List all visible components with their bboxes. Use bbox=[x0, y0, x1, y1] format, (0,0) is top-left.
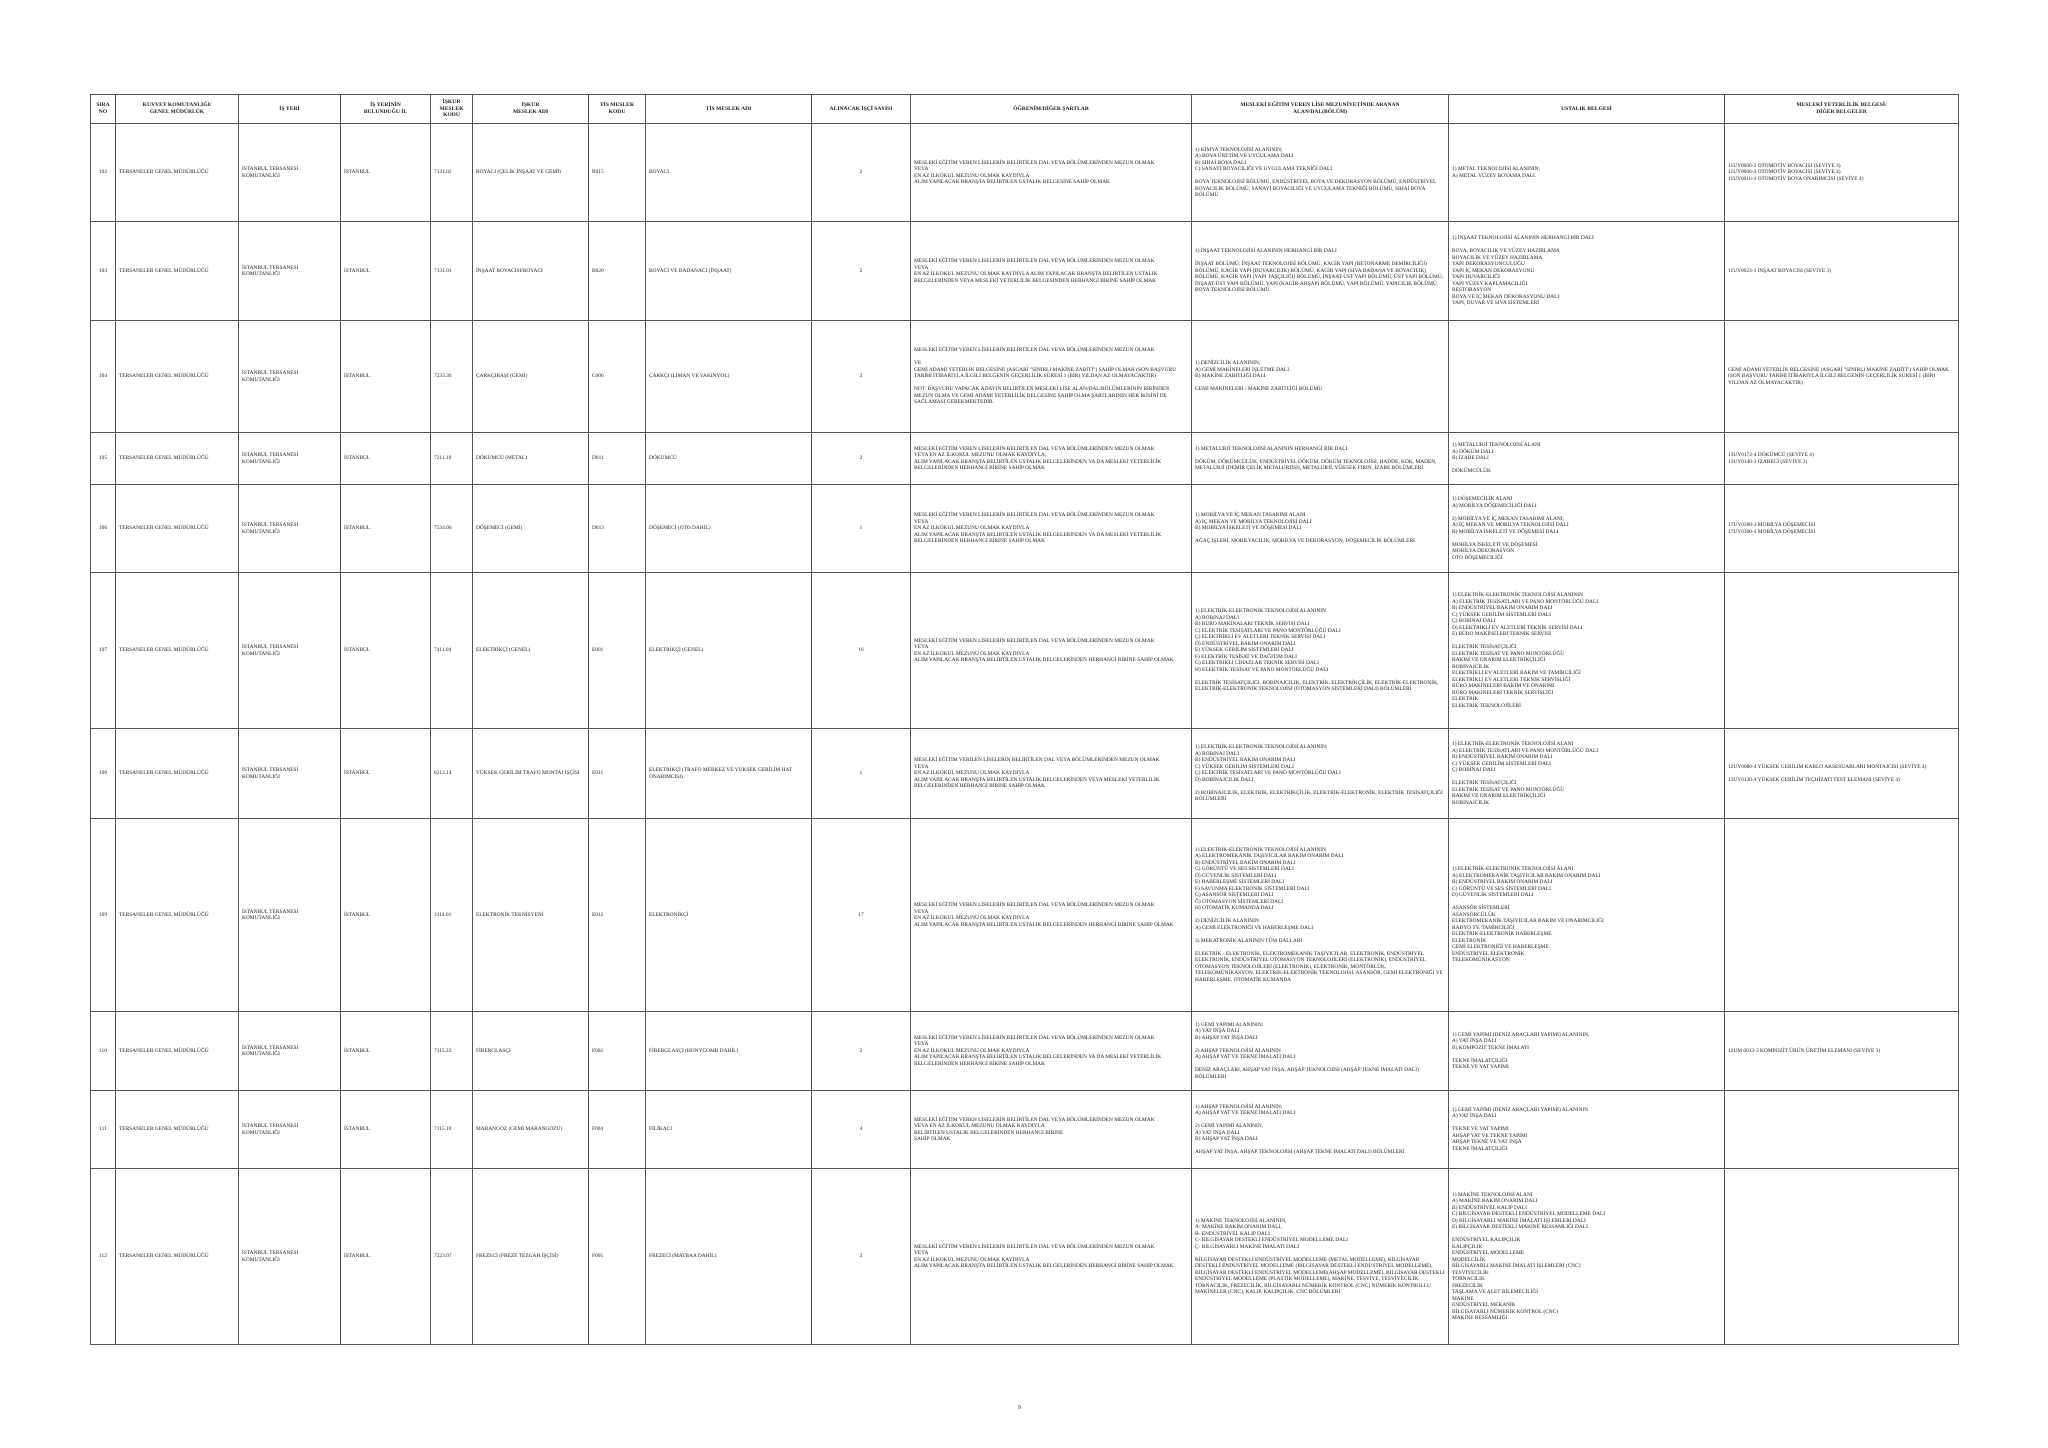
cell-education: MESLEKİ EĞİTİM VEREN LİSELERİN BELİRTİLEN DAL VEYA BÖLÜMLERİNDEN MEZUN OLMAK VE GEMİ ADAMI YETERLİK BELGESİNE (ASGARİ "SINIRLI MAKİNE ZABİTİ") SAHİP OLMAK (SON BAŞVURU TARİHİ İTİBARIYLA İLGİLİ BELGENİN GEÇERLİLİK SÜRESİ 1 (BİR) YILDAN AZ OLMAYACAKTIR) NOT: BAŞVURU YAPACAK ADAYIN BELİRTİLEN MESLEKİ LİSE ALAN/DAL/BÖLÜMLERİNİN BİRİNDEN MEZUN OLMA VE GEMİ ADAMI YETERLİLİK BELGESİNE SAHİP OLMA ŞARTLARININ HER İKİSİNİ DE SAĞLAMASI GEREKMEKTEDİR. bbox=[911, 321, 1192, 433]
cell-tis-name: ELEKTRİKÇİ (TRAFO MERKEZ VE YÜKSEK GERİLİM HAT ONARIMCISI) bbox=[646, 729, 812, 819]
table-row bbox=[91, 433, 1959, 485]
cell-count: 2 bbox=[812, 222, 911, 321]
cell-city: İSTANBUL bbox=[341, 433, 431, 485]
cell-tis-code: F005 bbox=[589, 1169, 646, 1345]
cell-tis-name: FİBERGLASÇI (HONYCOMB DAHİL) bbox=[646, 1012, 812, 1091]
cell-iskur-name: YÜKSEK GERİLİM TRAFO MONTAJ İŞÇİSİ bbox=[473, 729, 589, 819]
table-header-row bbox=[91, 95, 1959, 124]
cell-city: İSTANBUL bbox=[341, 573, 431, 729]
cell-workplace: İSTANBUL TERSANESİ KOMUTANLIĞI bbox=[239, 1012, 341, 1091]
cell-city: İSTANBUL bbox=[341, 819, 431, 1012]
cell-iskur-code: 7211.10 bbox=[431, 433, 473, 485]
cell-tis-name: DÖKÜMCÜ bbox=[646, 433, 812, 485]
cell-tis-code: F004 bbox=[589, 1091, 646, 1169]
cell-iskur-name: DÖŞEMECİ (GEMİ) bbox=[473, 485, 589, 573]
header-tis-name: TİS MESLEK ADI bbox=[646, 95, 812, 124]
cell-command: TERSANELER GENEL MÜDÜRLÜĞÜ bbox=[116, 485, 239, 573]
cell-city: İSTANBUL bbox=[341, 485, 431, 573]
cell-mastery: 1) GEMİ YAPIMI (DENİZ ARAÇLARI YAPIMI) ALANININ A) YAT İNŞA DALI TEKNE VE YAT YAPIMI AHŞAP YAT VE TEKNE YAPIMI AHŞAP TEKNE VE YAT İNŞA TEKNE İMALATÇILIĞI bbox=[1449, 1091, 1725, 1169]
cell-count: 16 bbox=[812, 573, 911, 729]
cell-mastery: 1) METALURJİ TEKNOLOJİSİ ALANI A) DÖKÜM DALI B) İZABE DALI DÖKÜMCÜLÜK bbox=[1449, 433, 1725, 485]
cell-count: 2 bbox=[812, 1012, 911, 1091]
cell-education: MESLEKİ EĞİTİM VEREN LİSELERİN BELİRTİLEN DAL VEYA BÖLÜMLERİNDEN MEZUN OLMAK VEYA EN AZ İLKOKUL MEZUNU OLMAK KAYDIYLA ALIM YAPILACAK BRANŞTA BELİRTİLEN USTALIK BELGELERİNDEN YA DA MESLEKİ YETERLİLİK BELGELERİNDEN HERHANGİ BİRİNE SAHİP OLMAK bbox=[911, 1012, 1192, 1091]
cell-mastery: 1) DÖŞEMECİLİK ALANI A) MOBİLYA DÖŞEMECİLİĞİ DALI 2) MOBİLYA VE İÇ MEKAN TASARIMI ALANI; A) İÇ MEKAN VE MOBİLYA TEKNOLOJİSİ DALI B) MOBİLYA İSKELETİ VE DÖŞEMESİ DALI MOBİLYA İSKELETİ VE DÖŞEMESİ MOBİLYA DEKORASYON OTO DÖŞEMECİLİĞİ bbox=[1449, 485, 1725, 573]
cell-workplace: İSTANBUL TERSANESİ KOMUTANLIĞI bbox=[239, 1091, 341, 1169]
cell-school-branch: 1) ELEKTRİK-ELEKTRONİK TEKNOLOJİSİ ALANININ A) BOBİNAJ DALI B) BÜRO MAKİNALARI TEKNİK SERVİSİ DALI C) ELEKTRİK TESİSATLARI VE PANO MONTÖRLÜĞÜ DALI Ç) ELEKTRİKLİ EV ALETLERİ TEKNİK SERVİSİ DALI D) ENDÜSTRİYEL BAKIM ONARIM DALI E) YÜKSEK GERİLİM SİSTEMLERİ DALI F) ELEKTRİK TESİSAT VE DAĞITIM DALI G) ELEKTRİKLİ CİHAZLAR TEKNİK SERVİSİ DALI H) ELEKTRİK TESİSAT VE PANO MONTÖRLÜĞÜ DALI ELEKTRİK TESİSATÇILIĞI, BOBİNAJCILIK, ELEKTRİK, ELEKTRİKÇİLİK, ELEKTRİK-ELEKTRONİK, ELEKTRİK-ELEKTRONİK TEKNOLOJİSİ (OTOMASYON SİSTEMLERİ DALI) BÖLÜMLERİ bbox=[1192, 573, 1449, 729]
cell-no: 109 bbox=[91, 819, 116, 1012]
cell-workplace: İSTANBUL TERSANESİ KOMUTANLIĞI bbox=[239, 124, 341, 222]
cell-no: 102 bbox=[91, 124, 116, 222]
cell-school-branch: 1) AHŞAP TEKNOLOJİSİ ALANININ; A) AHŞAP YAT VE TEKNE İMALATI DALI 2) GEMİ YAPIMI ALANININ, A) YAT İNŞA DALI B) AHŞAP YAT İNŞA DALI AHŞAP YAT İNŞA, AHŞAP TEKNOLOJİSİ (AHŞAP TEKNE İMALATI DALI) BÖLÜMLERİ bbox=[1192, 1091, 1449, 1169]
recruitment-table bbox=[90, 94, 1959, 1345]
cell-no: 105 bbox=[91, 433, 116, 485]
page-number: 9 bbox=[1018, 1405, 1021, 1411]
cell-education: MESLEKİ EĞİTİM VERİLEN LİSELERİN BELİRTİLEN DAL VEYA BÖLÜMLERİNDEN MEZUN OLMAK VEYA EN AZ İLKOKUL MEZUNU OLMAK KAYDIYLA ALIM YAPILACAK BRANŞTA BELİRTİLEN USTALIK BELGELERİNDEN VEYA MESLEKİ YETERLİLİK BELGELERİNDEN HERHANGİ BİRİNE SAHİP OLMAK bbox=[911, 729, 1192, 819]
cell-count: 2 bbox=[812, 1169, 911, 1345]
cell-tis-code: C006 bbox=[589, 321, 646, 433]
cell-tis-code: E001 bbox=[589, 573, 646, 729]
personnel-requirements-sheet bbox=[90, 94, 1958, 1345]
cell-mastery: 1) İNŞAAT TEKNOLOJİSİ ALANININ HERHANGİ BİR DALI BOYA, BOYACILIK VE YÜZEY HAZIRLAMA BOYACILIK VE YÜZEY HAZIRLAMA YAPI DEKORASYONCULUĞU YAPI İÇ MEKAN DEKORASYONU YAPI DUVARCILIĞI YAPI YÜZEY KAPLAMACILIĞI RESTORASYON BOYA VE İÇ MEKAN DEKORASYONU DALI YAPI, DUVAR VE SIVA SİSTEMLERİ bbox=[1449, 222, 1725, 321]
table-row bbox=[91, 1091, 1959, 1169]
cell-certificates bbox=[1725, 1091, 1959, 1169]
cell-workplace: İSTANBUL TERSANESİ KOMUTANLIĞI bbox=[239, 485, 341, 573]
cell-command: TERSANELER GENEL MÜDÜRLÜĞÜ bbox=[116, 124, 239, 222]
header-mastery-certificate: USTALIK BELGESİ bbox=[1449, 95, 1725, 124]
cell-city: İSTANBUL bbox=[341, 124, 431, 222]
cell-iskur-name: BOYACI (ÇELİK İNŞAAT VE GEMİ) bbox=[473, 124, 589, 222]
cell-no: 103 bbox=[91, 222, 116, 321]
cell-count: 17 bbox=[812, 819, 911, 1012]
cell-school-branch: 1) METALURJİ TEKNOLOJİSİ ALANININ HERHANGİ BİR DALI DÖKÜM, DÖKÜMCÜLÜK, ENDÜSTRİYEL DÖKÜM, DÖKÜM TEKNOLOJİSİ, HADDE, KOK, MADEN, METALURJİ (DEMİR ÇELİK METALURJİSİ), METALURJİ, YÜKSEK FIRIN, İZABE BÖLÜMLERİ bbox=[1192, 433, 1449, 485]
header-iskur-code: İŞKUR MESLEK KODU bbox=[431, 95, 473, 124]
cell-workplace: İSTANBUL TERSANESİ KOMUTANLIĞI bbox=[239, 321, 341, 433]
cell-mastery bbox=[1449, 321, 1725, 433]
cell-city: İSTANBUL bbox=[341, 729, 431, 819]
cell-command: TERSANELER GENEL MÜDÜRLÜĞÜ bbox=[116, 1012, 239, 1091]
cell-education: MESLEKİ EĞİTİM VEREN LİSELERİN BELİRTİLEN DAL VEYA BÖLÜMLERİNDEN MEZUN OLMAK VEYA EN AZ İLKOKUL MEZUNU OLMAK KAYDIYLA ALIM YAPILACAK BRANŞTA BELİRTİLEN USTALIK BELGELERİNDEN VEYA MESLEKİ YETERLİLİK BELGESİNDEN HERHANGİ BİRİNE SAHİP OLMAK bbox=[911, 222, 1192, 321]
cell-certificates: 11UY0023-3 İNŞAAT BOYACISI (SEVİYE 3) bbox=[1725, 222, 1959, 321]
cell-certificates: 12UM 0013-3 KOMPOZİT ÜRÜN ÜRETİM ELEMANI (SEVİYE 3) bbox=[1725, 1012, 1959, 1091]
cell-workplace: İSTANBUL TERSANESİ KOMUTANLIĞI bbox=[239, 222, 341, 321]
header-tis-code: TİS MESLEK KODU bbox=[589, 95, 646, 124]
cell-education: MESLEKİ EĞİTİM VEREN LİSELERİN BELİRTİLEN DAL VEYA BÖLÜMLERİNDEN MEZUN OLMAK VEYA EN AZ İLKOKUL MEZUNU OLMAK KAYDIYLA ALIM YAPILACAK BRANŞTA BELİRTİLEN USTALIK BELGELERİNDEN HERHANGİ BİRİNE SAHİP OLMAK bbox=[911, 819, 1192, 1012]
cell-command: TERSANELER GENEL MÜDÜRLÜĞÜ bbox=[116, 819, 239, 1012]
header-sira-no: SIRA NO bbox=[91, 95, 116, 124]
cell-education: MESLEKİ EĞİTİM VEREN LİSELERİN BELİRTİLEN DAL VEYA BÖLÜMLERİNDEN MEZUN OLMAK VEYA EN AZ İLKOKUL MEZUNU OLMAK KAYDIYLA ALIM YAPILACAK BRANŞTA BELİRTİLEN USTALIK BELGELERİNDEN HERHANGİ BİRİNE SAHİP OLMAK bbox=[911, 573, 1192, 729]
cell-tis-code: B020 bbox=[589, 222, 646, 321]
cell-city: İSTANBUL bbox=[341, 321, 431, 433]
cell-no: 112 bbox=[91, 1169, 116, 1345]
header-qualification-certificates: MESLEKİ YETERLİLİK BELGESİ/ DİĞER BELGELER bbox=[1725, 95, 1959, 124]
header-city: İŞ YERİNİN BULUNDUĞU İL bbox=[341, 95, 431, 124]
cell-count: 2 bbox=[812, 433, 911, 485]
cell-education: MESLEKİ EĞİTİM VEREN LİSELERİN BELİRTİLEN DAL VEYA BÖLÜMLERİNDEN MEZUN OLMAK VEYA EN AZ İLKOKUL MEZUNU OLMAK KAYDIYLA ALIM YAPILACAK BRANŞTA BELİRTİLEN USTALIK BELGELERİNDEN HERHANGİ BİRİNE SAHİP OLMAK bbox=[911, 1169, 1192, 1345]
cell-iskur-code: 7131.02 bbox=[431, 124, 473, 222]
cell-school-branch: 1) İNŞAAT TEKNOLOJİSİ ALANININ HERHANGİ BİR DALI İNŞAAT BÖLÜMÜ, İNŞAAT TEKNOLOJİSİ BÖLÜMÜ, KAGİR YAPI (BETONARME DEMİRCİLİĞİ) BÖLÜMÜ, KAGİR YAPI (DUVARCILIK) BÖLÜMÜ, KAGİR YAPI (SIVA BADANA VE BOYACILIK) BÖLÜMÜ, KAGİR YAPI (YAPI TAŞÇILIĞI) BÖLÜMÜ, İNŞAAT-ÜST YAPI BÖLÜMÜ, ÜST YAPI BÖLÜMÜ, İNŞAAT-ÜST YAPI BÖLÜMÜ, YAPI (KAGİR-AHŞAP) BÖLÜMÜ, YAPI BÖLÜMÜ, YAPICILIK BÖLÜMÜ, BOYA TEKNOLOJİSİ BÖLÜMÜ bbox=[1192, 222, 1449, 321]
cell-school-branch: 1) GEMİ YAPIMI ALANININ; A) YAT İNŞA DALI B) AHŞAP YAT İNŞA DALI 2) AHŞAP TEKNOLOJİSİ ALANININ A) AHŞAP YAT VE TEKNE İMALATI DALI DENİZ ARAÇLARI, AHŞAP YAT İNŞA, AHŞAP TEKNOLOJİSİ (AHŞAP TEKNE İMALATI DALI) BÖLÜMLERİ bbox=[1192, 1012, 1449, 1091]
cell-city: İSTANBUL bbox=[341, 1012, 431, 1091]
cell-command: TERSANELER GENEL MÜDÜRLÜĞÜ bbox=[116, 1169, 239, 1345]
cell-education: MESLEKİ EĞİTİM VEREN LİSELERİN BELİRTİLEN DAL VEYA BÖLÜMLERİNDEN MEZUN OLMAK VEYA EN AZ İLKOKUL MEZUNU OLMAK KAYDIYLA; ALIM YAPILACAK BRANŞTA BELİRTİLEN USTALIK BELGELERİNDEN YA DA MESLEKİ YETERLİLİK BELGELERİNDEN HERHANGİ BİRİNE SAHİP OLMAK bbox=[911, 433, 1192, 485]
cell-certificates: GEMİ ADAMI YETERLİK BELGESİNE (ASGARİ "SINIRLI MAKİNE ZABİTİ") SAHİP OLMAK (SON BAŞVURU TARİHİ İTİBARIYLA İLGİLİ BELGENİN GEÇERLİLİK SÜRESİ 1 (BİR) YILDAN AZ OLMAYACAKTIR) bbox=[1725, 321, 1959, 433]
cell-iskur-code: 7131.01 bbox=[431, 222, 473, 321]
cell-iskur-name: ÇARKÇIBAŞI (GEMİ) bbox=[473, 321, 589, 433]
cell-education: MESLEKİ EĞİTİM VEREN LİSELERİN BELİRTİLEN DAL VEYA BÖLÜMLERİNDEN MEZUN OLMAK VEYA EN AZ İLKOKUL MEZUNU OLMAK KAYDIYLA ALIM YAPILACAK BRANŞTA BELİRTİLEN USTALIK BELGELERİNDEN YA DA MESLEKİ YETERLİLİK BELGELERİNDEN HERHANGİ BİRİNE SAHİP OLMAK bbox=[911, 485, 1192, 573]
cell-certificates: 11UY0006-3 OTOMOTİV BOYACISI (SEVİYE 3) 11UY0006-4 OTOMOTİV BOYACISI (SEVİYE 4) 11UY0016-4 OTOMOTİV BOYA ONARIMCISI (SEVİYE 4) bbox=[1725, 124, 1959, 222]
cell-education: MESLEKİ EĞİTİM VEREN LİSELERİN BELİRTİLEN DAL VEYA BÖLÜMLERİNDEN MEZUN OLMAK VEYA EN AZ İLKOKUL MEZUNU OLMAK KAYDIYLA BELİRTİLEN USTALIK BELGELERİNDEN HERHANGİ BİRİNE SAHİP OLMAK bbox=[911, 1091, 1192, 1169]
cell-tis-code: D013 bbox=[589, 485, 646, 573]
cell-iskur-name: FREZECİ (FREZE TEZGAH İŞÇİSİ) bbox=[473, 1169, 589, 1345]
cell-iskur-code: 7115.10 bbox=[431, 1091, 473, 1169]
cell-school-branch: 1) KİMYA TEKNOLOJİSİ ALANININ; A) BOYA ÜRETİM VE UYGULAMA DALI B) SIHAİ BOYA DALI C) SANAYİ BOYACILIĞI VE UYGULAMA TEKNİĞİ DALI BOYA TEKNOLOJİSİ BÖLÜMÜ, ENDÜSTRİYEL BOYA VE DEKORASYON BÖLÜMÜ, ENDÜSTRİYEL BOYACILIK BÖLÜMÜ, SANAYİ BOYACILIĞI VE UYGULAMA TEKNİĞİ BÖLÜMÜ, SIHAİ BOYA BÖLÜMÜ bbox=[1192, 124, 1449, 222]
cell-tis-name: BOYACI bbox=[646, 124, 812, 222]
cell-certificates: 12UY0080-4 YÜKSEK GERİLİM KABLO AKSESUARLARI MONTAJCISI (SEVİYE 4) 13UY0130-4 YÜKSEK GERİLİM TEÇHİZATI TEST ELEMANI (SEVİYE 4) bbox=[1725, 729, 1959, 819]
cell-iskur-code: 3114.01 bbox=[431, 819, 473, 1012]
header-school-branch: MESLEKİ EĞİTİM VEREN LİSE MEZUNİYETİNDE ARANAN ALAN/DAL(BÖLÜM) bbox=[1192, 95, 1449, 124]
cell-certificates bbox=[1725, 1169, 1959, 1345]
cell-school-branch: 1) MOBİLYA VE İÇ MEKAN TASARIMI ALANI A) İÇ MEKAN VE MOBİLYA TEKNOLOJİSİ DALI B) MOBİLYA İSKELETİ VE DÖŞEMESİ DALI AĞAÇ İŞLERİ, MOBİLYACILIK, MOBİLYA VE DEKORASYON, DÖŞEMECİLİK BÖLÜMLERİ bbox=[1192, 485, 1449, 573]
cell-iskur-name: ELEKTRONİK TEKNİSYENİ bbox=[473, 819, 589, 1012]
cell-workplace: İSTANBUL TERSANESİ KOMUTANLIĞI bbox=[239, 433, 341, 485]
cell-iskur-name: ELEKTRİKÇİ (GENEL) bbox=[473, 573, 589, 729]
cell-iskur-code: 7411.04 bbox=[431, 573, 473, 729]
cell-workplace: İSTANBUL TERSANESİ KOMUTANLIĞI bbox=[239, 573, 341, 729]
cell-tis-name: DÖŞEMECİ (OTO DAHİL) bbox=[646, 485, 812, 573]
cell-tis-code: E012 bbox=[589, 819, 646, 1012]
table-row bbox=[91, 124, 1959, 222]
cell-education: MESLEKİ EĞİTİM VEREN LİSELERİN BELİRTİLEN DAL VEYA BÖLÜMLERİNDEN MEZUN OLMAK VEYA EN AZ İLKOKUL MEZUNU OLMAK KAYDIYLA ALIM YAPILACAK BRANŞTA BELİRTİLEN USTALIK BELGESİNE SAHİP OLMAK bbox=[911, 124, 1192, 222]
cell-tis-name: ELEKTRİKÇİ (GENEL) bbox=[646, 573, 812, 729]
cell-iskur-name: MARANGOZ (GEMİ MARANGOZU) bbox=[473, 1091, 589, 1169]
cell-no: 108 bbox=[91, 729, 116, 819]
cell-workplace: İSTANBUL TERSANESİ KOMUTANLIĞI bbox=[239, 729, 341, 819]
cell-city: İSTANBUL bbox=[341, 1169, 431, 1345]
cell-mastery: 1) MAKİNE TEKNOLOJİSİ ALANI A) MAKİNE BAKIM ONARIM DALI B) ENDÜSTRİYEL KALIP DALI C) BİLGİSAYAR DESTEKLİ ENDÜSTRİYEL MODELLEME DALI D) BİLGİSAYARLI MAKİNE İMALATI İŞLEMLERİ DALI E) BİLGİSAYAR DESTEKLİ MAKİNE RESSAMLIĞI DALI ENDÜSTRİYEL KALIPÇILIK KALIPÇILIK ENDÜSTRİYEL MODELLEME MODELCİLİK BİLGİSAYARLI MAKİNE İMALATI İŞLEMLERİ (CNC) TESVİYECİLİK TORNACILIK FREZECİLİK TAŞLAMA VE ALET BİLEMECİLİĞİ MAKİNE ENDÜSTRİYEL MEKANİK BİLGİSAYARLI NÜMERİK KONTROL (CNC) MAKİNE RESSAMLIĞI bbox=[1449, 1169, 1725, 1345]
cell-mastery: 1) ELEKTRİK-ELEKTRONİK TEKNOLOJİSİ ALANI A) ELEKTRİK TESİSATLARI VE PANO MONTÖRLÜĞÜ DALI B) ENDÜSTRİYEL BAKIM ONARIM DALI C) YÜKSEK GERİLİM SİSTEMLERİ DALI Ç) BOBİNAJ DALI ELEKTRİK TESİSATÇILIĞI ELEKTRİK TESİSAT VE PANO MONTÖRLÜĞÜ BAKIM VE ONARIM ELEKTRİKÇİLİĞİ BOBİNAJCILIK bbox=[1449, 729, 1725, 819]
header-count: ALINACAK İŞÇİ SAYISI bbox=[812, 95, 911, 124]
cell-tis-code: B015 bbox=[589, 124, 646, 222]
table-row bbox=[91, 729, 1959, 819]
table-row bbox=[91, 819, 1959, 1012]
cell-tis-name: BOYACI VE BADANACI (İNŞAAT) bbox=[646, 222, 812, 321]
cell-tis-name: ÇARKÇI (LİMAN VE YAKINYOL) bbox=[646, 321, 812, 433]
cell-command: TERSANELER GENEL MÜDÜRLÜĞÜ bbox=[116, 1091, 239, 1169]
cell-iskur-code: 8212.14 bbox=[431, 729, 473, 819]
cell-mastery: 1) ELEKTRİK-ELEKTRONİK TEKNOLOJİSİ ALANI A) ELEKTROMEKANİK TAŞIYICILAR BAKIM ONARIM DALI B) ENDÜSTRİYEL BAKIM ONARIM DALI C) GÖRÜNTÜ VE SES SİSTEMLERİ DALI D) GÜVENLİK SİSTEMLERİ DALI ASANSÖR SİSTEMLERİ ASANSÖRCÜLÜK ELEKTROMEKANİK TAŞIYICILAR BAKIM VE ONARIMCILIĞI RADYO TV. TAMİRCİLİĞİ ELEKTRİK-ELEKTRONİK HABERLEŞME ELEKTRONİK GEMİ ELEKTRONİĞİ VE HABERLEŞME ENDÜSTRİYEL ELEKTRONİK TELEKOMÜNİKASYON bbox=[1449, 819, 1725, 1012]
cell-certificates bbox=[1725, 819, 1959, 1012]
cell-city: İSTANBUL bbox=[341, 1091, 431, 1169]
cell-mastery: 1) METAL TEKNOLOJİSİ ALANININ; A) METAL YÜZEY BOYAMA DALI. bbox=[1449, 124, 1725, 222]
cell-tis-code: D011 bbox=[589, 433, 646, 485]
cell-certificates bbox=[1725, 573, 1959, 729]
cell-school-branch: 1) DENİZCİLİK ALANININ; A) GEMİ MAKİNELERİ İŞLETME DALI B) MAKİNE ZABİTLİĞİ DALI GEMİ MAKİNELERİ / MAKİNE ZABİTLİĞİ BÖLÜMÜ bbox=[1192, 321, 1449, 433]
cell-iskur-code: 7534.06 bbox=[431, 485, 473, 573]
cell-count: 4 bbox=[812, 1091, 911, 1169]
cell-no: 107 bbox=[91, 573, 116, 729]
table-row bbox=[91, 573, 1959, 729]
cell-no: 104 bbox=[91, 321, 116, 433]
cell-school-branch: 1) ELEKTRİK-ELEKTRONİK TEKNOLOJİSİ ALANININ; A) BOBİNAJ DALI B) ENDÜSTRİYEL BAKIM ONARIM DALI C) YÜKSEK GERİLİM SİSTEMLERİ DALI Ç) ELEKTRİK TESİSATLARI VE PANO MONTÖRLÜĞÜ DALI D) BOBİNAJCILIK DALI 2) BOBİNAJCILIK, ELEKTRİK, ELEKTRİKÇİLİK, ELEKTRİK-ELEKTRONİK, ELEKTRİK TESİSATÇILIĞI BÖLÜMLERİ bbox=[1192, 729, 1449, 819]
table-row bbox=[91, 222, 1959, 321]
cell-tis-name: FİLİKACI bbox=[646, 1091, 812, 1169]
cell-tis-code: E011 bbox=[589, 729, 646, 819]
cell-certificates: 13UY0172-4 DÖKÜMCÜ (SEVİYE 4) 13UY0140-3 İZABECİ (SEVİYE 3) bbox=[1725, 433, 1959, 485]
cell-workplace: İSTANBUL TERSANESİ KOMUTANLIĞI bbox=[239, 819, 341, 1012]
cell-count: 2 bbox=[812, 124, 911, 222]
header-workplace: İŞ YERİ bbox=[239, 95, 341, 124]
cell-no: 106 bbox=[91, 485, 116, 573]
cell-workplace: İSTANBUL TERSANESİ KOMUTANLIĞI bbox=[239, 1169, 341, 1345]
cell-command: TERSANELER GENEL MÜDÜRLÜĞÜ bbox=[116, 321, 239, 433]
cell-certificates: 17UY0300-3 MOBİLYA DÖŞEMECİSİ 17UY0300-4 MOBİLYA DÖŞEMECİSİ bbox=[1725, 485, 1959, 573]
cell-iskur-name: FİBERGLASÇI bbox=[473, 1012, 589, 1091]
cell-command: TERSANELER GENEL MÜDÜRLÜĞÜ bbox=[116, 433, 239, 485]
cell-no: 110 bbox=[91, 1012, 116, 1091]
cell-command: TERSANELER GENEL MÜDÜRLÜĞÜ bbox=[116, 222, 239, 321]
table-row bbox=[91, 1012, 1959, 1091]
cell-tis-name: ELEKTRONİKÇİ bbox=[646, 819, 812, 1012]
cell-mastery: 1) ELEKTRİK-ELEKTRONİK TEKNOLOJİSİ ALANININ A) ELEKTRİK TESİSATLARI VE PANO MONTÖRLÜĞÜ DALI B) ENDÜSTRİYEL BAKIM ONARIM DALI C) YÜKSEK GERİLİM SİSTEMLERİ DALI Ç) BOBİNAJ DALI D) ELEKTRİKLİ EV ALETLERİ TEKNİK SERVİSİ DALI E) BÜRO MAKİNELERİ TEKNİK SERVİSİ ELEKTRİK TESİSATÇILIĞI ELEKTRİK TESİSAT VE PANO MONTÖRLÜĞÜ BAKIM VE ONARIM ELEKTRİKÇİLİĞİ BOBİNAJCILIK ELEKTRİKLİ EV ALETLERİ BAKIM VE TAMİRCİLİĞİ ELEKTRİKLİ EV ALETLERİ TEKNİK SERVİSLİĞİ BÜRO MAKİNELERİ BAKIM VE ONARIMI BÜRO MAKİNELERİ TEKNİK SERVİSLİĞİ ELEKTRİK ELEKTRİK TEKNOLOJİLERİ bbox=[1449, 573, 1725, 729]
cell-iskur-code: 7115.22 bbox=[431, 1012, 473, 1091]
cell-command: TERSANELER GENEL MÜDÜRLÜĞÜ bbox=[116, 573, 239, 729]
cell-iskur-code: 7223.07 bbox=[431, 1169, 473, 1345]
cell-tis-code: F002 bbox=[589, 1012, 646, 1091]
cell-count: 1 bbox=[812, 729, 911, 819]
cell-iskur-code: 7233.36 bbox=[431, 321, 473, 433]
cell-count: 2 bbox=[812, 321, 911, 433]
table-row bbox=[91, 485, 1959, 573]
cell-no: 111 bbox=[91, 1091, 116, 1169]
cell-school-branch: 1) MAKİNE TEKNOLOJİSİ ALANININ, A- MAKİNE BAKIM ONARIM DALI, B- ENDÜSTRİYEL KALIP DALI C- BİLGİSAYAR DESTEKLİ ENDÜSTRİYEL MODELLEME DALI Ç- BİLGİSAYARLI MAKİNE İMALATI DALI BİLGİSAYAR DESTEKLİ ENDÜSTRİYEL MODELLEME (METAL MODELLEME), BİLGİSAYAR DESTEKLİ ENDÜSTRİYEL MODELLEME (BİLGİSAYAR DESTEKLİ ENDÜSTRİYEL MODELLEME), BİLGİSAYAR DESTEKLİ ENDÜSTRİYEL MODELLEME(AHŞAP MODELLEME), BİLGİSAYAR DESTEKLİ ENDÜSTRİYEL MODELLEME (PLASTİK MODELLEME), MAKİNE, TESVİYE, TESVİYECİLİK, TORNACILIK, FREZECİLİK, BİLGİSAYARLI NÜMERİK KONTROL (CNC) NÜMERİK KONTROLLU MAKİNELER (CNC), KALIP, KALIPÇILIK, CNC BÖLÜMLERİ bbox=[1192, 1169, 1449, 1345]
cell-iskur-name: DÖKÜMCÜ (METAL) bbox=[473, 433, 589, 485]
cell-command: TERSANELER GENEL MÜDÜRLÜĞÜ bbox=[116, 729, 239, 819]
cell-iskur-name: İNŞAAT BOYACISI/BOYACI bbox=[473, 222, 589, 321]
header-education: ÖĞRENİM/DİĞER ŞARTLAR bbox=[911, 95, 1192, 124]
header-command: KUVVET KOMUTANLIĞI/ GENEL MÜDÜRLÜK bbox=[116, 95, 239, 124]
cell-count: 1 bbox=[812, 485, 911, 573]
cell-tis-name: FREZECİ (MATBAA DAHİL) bbox=[646, 1169, 812, 1345]
table-row bbox=[91, 1169, 1959, 1345]
cell-mastery: 1) GEMİ YAPIMI (DENİZ ARAÇLARI YAPIMI) ALANININ, A) YAT İNŞA DALI B) KOMPOZİT TEKNE İMALATI TEKNE İMALATÇILIĞI TEKNE VE YAT YAPIMI bbox=[1449, 1012, 1725, 1091]
cell-city: İSTANBUL bbox=[341, 222, 431, 321]
table-row bbox=[91, 321, 1959, 433]
cell-school-branch: 1) ELEKTRİK-ELEKTRONİK TEKNOLOJİSİ ALANININ A) ELEKTROMEKANİK TAŞIYICILAR BAKIM ONARIM DALI B) ENDÜSTRİYEL BAKIM ONARIM DALI C) GÖRÜNTÜ VE SES SİSTEMLERİ DALI D) GÜVENLİK SİSTEMLERİ DALI E) HABERLEŞME SİSTEMLERİ DALI F) SAVUNMA ELEKTRONİK SİSTEMLERİ DALI G) ASANSÖR SİSTEMLERİ DALI Ğ) OTOMASYON SİSTEMLERİ DALI H) OTOMATİK KUMANDA DALI 2) DENİZCİLİK ALANININ A) GEMİ ELEKTRONİĞİ VE HABERLEŞME DALI 3) MEKATRONİK ALANININ TÜM DALLARI ELEKTRİK - ELEKTRONİK, ELEKTROMEKANİK TAŞIYICILAR, ELEKTRONİK, ENDÜSTRİYEL ELEKTRONİK, ENDÜSTRİYEL OTOMASYON TEKNOLOJİLERİ (ELEKTRONİK), ENDÜSTRİYEL OTOMASYON TEKNOLOJİLERİ (ELEKTRONİK), ELEKTRONİK, MONTÖRLÜK, TELEKOMÜNİKASYON, ELEKTRİK-ELEKTRONİK TEKNOLOJİSİ, ASANSÖR, GEMİ ELEKTRONİĞİ VE HABERLEŞME, OTOMATİK KUMANDA bbox=[1192, 819, 1449, 1012]
header-iskur-name: İŞKUR MESLEK ADI bbox=[473, 95, 589, 124]
